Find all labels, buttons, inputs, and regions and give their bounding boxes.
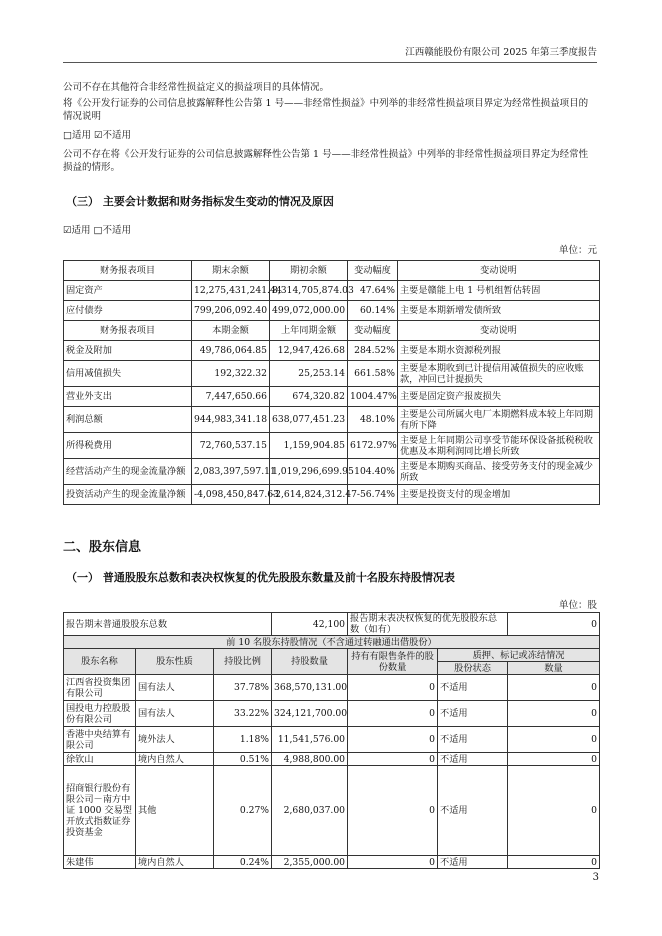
cell-restricted: 0 bbox=[348, 727, 438, 753]
cell-status: 不适用 bbox=[438, 727, 508, 753]
cell-change: 60.14% bbox=[348, 301, 398, 321]
cell-status: 不适用 bbox=[438, 701, 508, 727]
header-cell: 上年同期金额 bbox=[270, 321, 348, 341]
cell-status: 不适用 bbox=[438, 856, 508, 869]
section3-title: （三） 主要会计数据和财务指标发生变动的情况及原因 bbox=[66, 195, 334, 208]
cell-restricted: 0 bbox=[348, 675, 438, 701]
top10-caption: 前 10 名股东持股情况（不含通过转融通出借股份） bbox=[64, 636, 600, 649]
header-cell: 本期金额 bbox=[192, 321, 270, 341]
table-row bbox=[64, 387, 600, 407]
cell-value: 7,447,650.66 bbox=[192, 387, 270, 407]
cell-nature: 境内自然人 bbox=[136, 753, 214, 766]
cell-value: -2,614,824,312.47 bbox=[270, 485, 348, 505]
page-number: 3 bbox=[592, 872, 599, 883]
cell-value: -4,098,450,847.63 bbox=[192, 485, 270, 505]
cell-qty: 2,355,000.00 bbox=[272, 856, 348, 869]
cell-qty: 11,541,576.00 bbox=[272, 727, 348, 753]
nonrecurring-para3: 公司不存在将《公开发行证券的公司信息披露解释性公告第 1 号——非经常性损益》中列举的非经常性损益项目界定为经常性损益的情形。 bbox=[63, 149, 589, 173]
cell-status: 不适用 bbox=[438, 766, 508, 856]
cell-value: 25,253.14 bbox=[270, 361, 348, 387]
cell-qty: 4,988,800.00 bbox=[272, 753, 348, 766]
section3-applicable: ☑适用 □不适用 bbox=[63, 225, 132, 236]
cell-ratio: 1.18% bbox=[214, 727, 272, 753]
top10-caption-row bbox=[64, 636, 600, 649]
table-row bbox=[64, 766, 600, 856]
cell-qty: 2,680,037.00 bbox=[272, 766, 348, 856]
cell-value: 12,275,431,241.44 bbox=[192, 281, 270, 301]
header-cell: 期末余额 bbox=[192, 261, 270, 281]
table-row bbox=[64, 727, 600, 753]
cell-ratio: 37.78% bbox=[214, 675, 272, 701]
table-row bbox=[64, 433, 600, 459]
header-cell: 数量 bbox=[508, 662, 600, 675]
cell-note: 主要是赣能上电 1 号机组暂估转固 bbox=[398, 281, 600, 301]
cell-change: 47.64% bbox=[348, 281, 398, 301]
cell-value: 638,077,451.23 bbox=[270, 407, 348, 433]
shareholder-unit: 单位：股 bbox=[558, 600, 597, 611]
header-cell: 变动幅度 bbox=[348, 261, 398, 281]
table-row bbox=[64, 361, 600, 387]
cell-nature: 境内自然人 bbox=[136, 856, 214, 869]
cell-note: 主要是上年同期公司享受节能环保设备抵税税收优惠及本期利润同比增长所致 bbox=[398, 433, 600, 459]
cell-change: 104.40% bbox=[348, 459, 398, 485]
header-cell: 期初余额 bbox=[270, 261, 348, 281]
header-cell: 财务报表项目 bbox=[64, 261, 192, 281]
cell-value: 8,314,705,874.03 bbox=[270, 281, 348, 301]
cell-note: 主要是本期水资源税列报 bbox=[398, 341, 600, 361]
table-header-row bbox=[64, 649, 600, 662]
cell-item: 信用减值损失 bbox=[64, 361, 192, 387]
cell-value: 674,320.82 bbox=[270, 387, 348, 407]
header-cell: 质押、标记或冻结情况 bbox=[438, 649, 600, 662]
cell-change: 1004.47% bbox=[348, 387, 398, 407]
header-cell: 变动说明 bbox=[398, 321, 600, 341]
cell-ratio: 33.22% bbox=[214, 701, 272, 727]
cell-nature: 其他 bbox=[136, 766, 214, 856]
table-row bbox=[64, 485, 600, 505]
cell-ratio: 0.24% bbox=[214, 856, 272, 869]
nonrecurring-para1: 公司不存在其他符合非经常性损益定义的损益项目的具体情况。 bbox=[63, 82, 330, 93]
cell-item: 经营活动产生的现金流量净额 bbox=[64, 459, 192, 485]
cell-note: 主要是本期购买商品、接受劳务支付的现金减少所致 bbox=[398, 459, 600, 485]
table-row bbox=[64, 753, 600, 766]
cell-name: 香港中央结算有限公司 bbox=[64, 727, 136, 753]
header-cell: 持有有限售条件的股份数量 bbox=[348, 649, 438, 675]
cell-name: 招商银行股份有限公司－南方中证 1000 交易型开放式指数证券投资基金 bbox=[64, 766, 136, 856]
cell-value: 192,322.32 bbox=[192, 361, 270, 387]
header-cell: 持股数量 bbox=[272, 649, 348, 675]
cell-restricted: 0 bbox=[348, 766, 438, 856]
cell-name: 江西省投资集团有限公司 bbox=[64, 675, 136, 701]
cell-change: 284.52% bbox=[348, 341, 398, 361]
header-cell: 股东名称 bbox=[64, 649, 136, 675]
cell-change: 6172.97% bbox=[348, 433, 398, 459]
nonrecurring-applicable: □适用 ☑不适用 bbox=[63, 130, 132, 141]
cell-value: 72,760,537.15 bbox=[192, 433, 270, 459]
cell-value: 944,983,341.18 bbox=[192, 407, 270, 433]
cell-note: 主要是公司所属火电厂本期燃料成本较上年同期有所下降 bbox=[398, 407, 600, 433]
cell-restricted: 0 bbox=[348, 753, 438, 766]
cell-note: 主要是本期新增发债所致 bbox=[398, 301, 600, 321]
cell-change: -56.74% bbox=[348, 485, 398, 505]
cell-count: 0 bbox=[508, 675, 600, 701]
cell-change: 48.10% bbox=[348, 407, 398, 433]
cell-qty: 324,121,700.00 bbox=[272, 701, 348, 727]
table-row bbox=[64, 459, 600, 485]
table-row bbox=[64, 341, 600, 361]
cell-item: 应付债券 bbox=[64, 301, 192, 321]
cell-value: 799,206,092.40 bbox=[192, 301, 270, 321]
table-row bbox=[64, 701, 600, 727]
header-cell: 股东性质 bbox=[136, 649, 214, 675]
cell-status: 不适用 bbox=[438, 675, 508, 701]
cell-value: 49,786,064.85 bbox=[192, 341, 270, 361]
table-row bbox=[64, 856, 600, 869]
cell-item: 营业外支出 bbox=[64, 387, 192, 407]
cell-ratio: 0.51% bbox=[214, 753, 272, 766]
cell-restricted: 0 bbox=[348, 701, 438, 727]
header-cell: 变动幅度 bbox=[348, 321, 398, 341]
cell-note: 主要是固定资产报废损失 bbox=[398, 387, 600, 407]
cell-change: 661.58% bbox=[348, 361, 398, 387]
cell-count: 0 bbox=[508, 766, 600, 856]
cell-value: 12,947,426.68 bbox=[270, 341, 348, 361]
table-header-row bbox=[64, 321, 600, 341]
cell-value: 499,072,000.00 bbox=[270, 301, 348, 321]
table-row bbox=[64, 407, 600, 433]
preferred-shareholders-value: 0 bbox=[508, 613, 600, 636]
cell-restricted: 0 bbox=[348, 856, 438, 869]
preferred-shareholders-label: 报告期末表决权恢复的优先股股东总数（如有） bbox=[348, 613, 508, 636]
table-row bbox=[64, 301, 600, 321]
table-row bbox=[64, 281, 600, 301]
header-cell: 股份状态 bbox=[438, 662, 508, 675]
cell-item: 利润总额 bbox=[64, 407, 192, 433]
cell-name: 徐钦山 bbox=[64, 753, 136, 766]
cell-name: 朱建伟 bbox=[64, 856, 136, 869]
cell-item: 投资活动产生的现金流量净额 bbox=[64, 485, 192, 505]
cell-status: 不适用 bbox=[438, 753, 508, 766]
cell-item: 税金及附加 bbox=[64, 341, 192, 361]
table-row bbox=[64, 675, 600, 701]
shareholder-section-title: 二、股东信息 bbox=[63, 540, 142, 555]
cell-item: 所得税费用 bbox=[64, 433, 192, 459]
total-shareholders-row bbox=[64, 613, 600, 636]
shareholder-subsection-title: （一） 普通股股东总数和表决权恢复的优先股股东数量及前十名股东持股情况表 bbox=[66, 571, 455, 584]
cell-count: 0 bbox=[508, 856, 600, 869]
cell-nature: 境外法人 bbox=[136, 727, 214, 753]
header-cell: 财务报表项目 bbox=[64, 321, 192, 341]
cell-note: 主要是投资支付的现金增加 bbox=[398, 485, 600, 505]
cell-count: 0 bbox=[508, 727, 600, 753]
section3-unit: 单位：元 bbox=[558, 245, 597, 256]
total-shareholders-value: 42,100 bbox=[272, 613, 348, 636]
cell-ratio: 0.27% bbox=[214, 766, 272, 856]
cell-nature: 国有法人 bbox=[136, 701, 214, 727]
shareholder-table bbox=[63, 612, 600, 869]
cell-count: 0 bbox=[508, 753, 600, 766]
cell-name: 国投电力控股股份有限公司 bbox=[64, 701, 136, 727]
cell-nature: 国有法人 bbox=[136, 675, 214, 701]
nonrecurring-para2: 将《公开发行证券的公司信息披露解释性公告第 1 号——非经常性损益》中列举的非经常性损益项目界定为经常性损益项目的情况说明 bbox=[63, 98, 589, 122]
financial-change-table bbox=[63, 260, 600, 505]
total-shareholders-label: 报告期末普通股股东总数 bbox=[64, 613, 272, 636]
cell-value: 1,159,904.85 bbox=[270, 433, 348, 459]
cell-value: 1,019,296,699.95 bbox=[270, 459, 348, 485]
page-header: 江西赣能股份有限公司 2025 年第三季度报告 bbox=[63, 44, 597, 63]
cell-note: 主要是本期收到已计提信用减值损失的应收账款，冲回已计提损失 bbox=[398, 361, 600, 387]
cell-qty: 368,570,131.00 bbox=[272, 675, 348, 701]
cell-value: 2,083,397,597.11 bbox=[192, 459, 270, 485]
table-header-row bbox=[64, 261, 600, 281]
header-cell: 持股比例 bbox=[214, 649, 272, 675]
cell-count: 0 bbox=[508, 701, 600, 727]
cell-item: 固定资产 bbox=[64, 281, 192, 301]
header-cell: 变动说明 bbox=[398, 261, 600, 281]
